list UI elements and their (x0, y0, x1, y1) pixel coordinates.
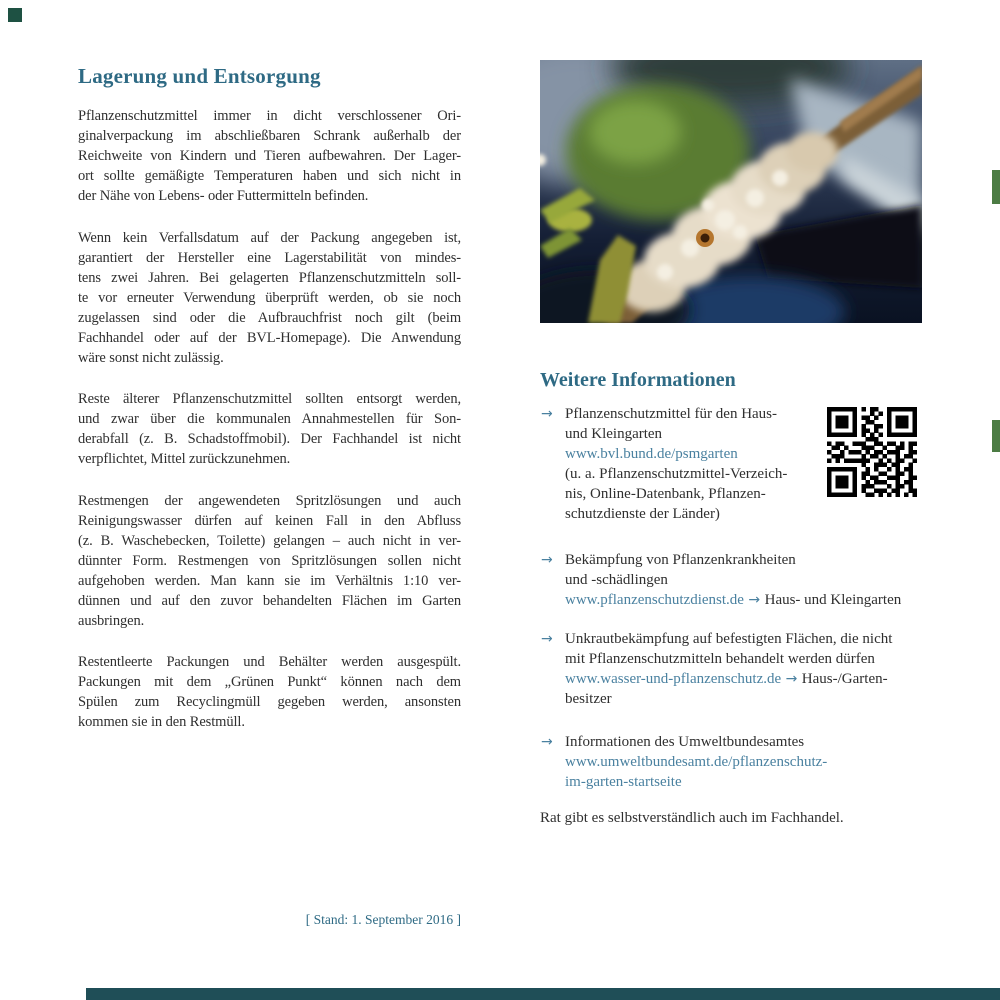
link-umweltbundesamt[interactable]: im-garten-startseite (565, 774, 682, 790)
closing-note: Rat gibt es selbstverständlich auch im Fachhandel. (540, 810, 844, 826)
item-text: Pflanzenschutzmittel für den Haus- (565, 406, 778, 422)
link-wasser-und-pflanzenschutz[interactable]: www.wasser-und-pflanzenschutz.de (565, 671, 782, 687)
paragraph-storage: Pflanzenschutzmittel immer in dicht verschlossener Ori- ginalverpackung im abschließbaren Schrank außerhalb der Reichweite von Kindern und Tieren aufbewahren. Der Lager- ort sollte gemäßigte Temperaturen haben und sich nicht in der Nähe von Lebens- oder Futtermitteln befinden. (78, 108, 461, 204)
paragraph-residues: Restmengen der angewendeten Spritzlösungen und auch Reinigungswasser dürfen auf keinen Fall in den Abfluss (z. B. Waschebecken, Toilette) gelangen – auch nicht in ver- dünnter Form. Restmengen von Spritzlösungen sollen nicht aufgehoben werden. Man kann sie im Verhältnis 1:10 ver- dünnen und auf den zuvor behandelten Flächen im Garten ausbringen. (78, 493, 461, 629)
item-text: Haus-/Garten- (801, 671, 888, 687)
info-item-wasser-und-pflanzenschutz (540, 629, 892, 709)
item-text: Bekämpfung von Pflanzenkrankheiten (565, 552, 796, 568)
paragraph-disposal: Reste älterer Pflanzenschutzmittel sollten entsorgt werden, und zwar über die kommunalen Annahmestellen für Son- derabfall (z. B. Schadstoffmobil). Der Fachhandel ist nicht verpflichtet, Mittel zurückzunehmen. (78, 391, 461, 467)
item-text: Unkrautbekämpfung auf befestigten Flächen, die nicht (565, 631, 893, 647)
item-text: schutzdienste der Länder) (565, 506, 720, 522)
link-bvl-psmgarten[interactable]: www.bvl.bund.de/psmgarten (565, 446, 738, 462)
link-umweltbundesamt[interactable]: www.umweltbundesamt.de/pflanzenschutz- (565, 754, 828, 770)
item-text: besitzer (565, 691, 612, 707)
link-pflanzenschutzdienst[interactable]: www.pflanzenschutzdienst.de (565, 592, 744, 608)
item-text: und Kleingarten (565, 426, 663, 442)
document-date-note: [ Stand: 1. September 2016 ] (305, 912, 461, 927)
info-item-psmgarten (540, 404, 787, 524)
photo-illustration (540, 60, 922, 323)
info-item-umweltbundesamt (540, 732, 827, 792)
item-text: (u. a. Pflanzenschutzmittel-Verzeich- (565, 466, 788, 482)
arrow-icon: → (781, 671, 802, 687)
page-edge-mark-top (992, 170, 1000, 204)
section-heading-lagerung: Lagerung und Entsorgung (78, 64, 321, 88)
item-text: und -schädlingen (565, 572, 668, 588)
item-text: nis, Online-Datenbank, Pflanzen- (565, 486, 766, 502)
item-text: Haus- und Kleingarten (764, 592, 902, 608)
item-text: Informationen des Umweltbundesamtes (565, 734, 805, 750)
arrow-icon: → (743, 592, 765, 608)
arrow-bullet-icon: → (541, 734, 553, 750)
arrow-bullet-icon: → (541, 406, 553, 422)
paragraph-packaging: Restentleerte Packungen und Behälter werden ausgespült. Packungen mit dem „Grünen Punkt“ können nach dem Spülen zum Recyclingmüll gegeben werden, ansonsten kommen sie in den Restmüll. (78, 654, 461, 730)
page-corner-mark (8, 8, 22, 22)
page-footer-bar (86, 988, 1000, 1000)
arrow-bullet-icon: → (541, 631, 553, 647)
paragraph-shelf-life: Wenn kein Verfallsdatum auf der Packung angegeben ist, garantiert der Hersteller eine Lagerstabilität von mindes- tens zwei Jahren. Bei gelagerten Pflanzenschutzmitteln soll- te vor erneuter Verwendung überprüft werden, ob sie noch zugelassen sind oder die Aufbrauchfrist noch gilt (beim Fachhandel oder auf der BVL-Homepage). Die Anwendung wäre sonst nicht zulässig. (78, 230, 461, 366)
item-text: mit Pflanzenschutzmitteln behandelt werden dürfen (565, 651, 875, 667)
mealybug-branch-photo (540, 60, 922, 323)
qr-code (827, 407, 917, 497)
arrow-bullet-icon: → (541, 552, 553, 568)
page-edge-mark-bottom (992, 420, 1000, 452)
info-item-pflanzenschutzdienst (540, 550, 901, 610)
section-heading-weitere-informationen: Weitere Informationen (540, 369, 736, 391)
